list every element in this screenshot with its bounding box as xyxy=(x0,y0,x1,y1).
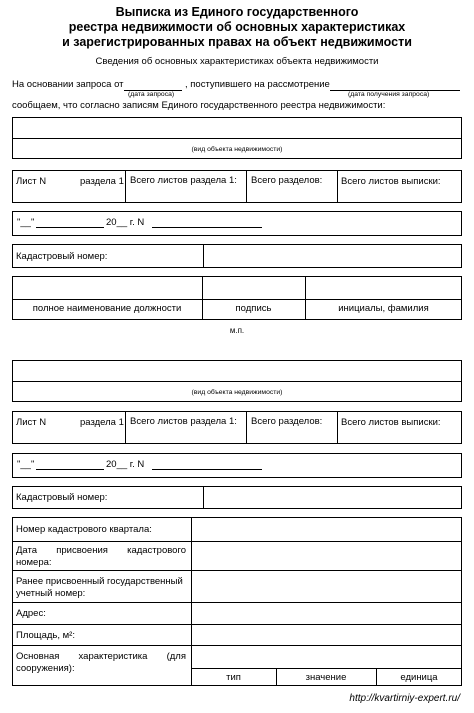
total-extract-sheets-1: Всего листов выписки: xyxy=(341,176,441,187)
stamp-mark: м.п. xyxy=(229,326,245,335)
object-caption-1: (вид объекта недвижимости) xyxy=(191,146,283,153)
document-title xyxy=(0,5,474,50)
cadastral-label-2: Кадастровый номер: xyxy=(16,492,108,503)
section-label-1: раздела 1 xyxy=(80,176,124,187)
document-subtitle: Сведения об основных характеристиках объекта недвижимости xyxy=(95,56,379,67)
address-label: Адрес: xyxy=(16,608,46,619)
cadastral-label-1: Кадастровый номер: xyxy=(16,251,108,262)
date-year-number-1: 20__ г. N xyxy=(106,217,145,228)
receipt-date-caption: (дата получения запроса) xyxy=(348,91,430,98)
request-date-caption: (дата запроса) xyxy=(128,91,175,98)
total-sections-2: Всего разделов: xyxy=(251,416,323,427)
prev-number-label-2: учетный номер: xyxy=(16,588,86,599)
date-row-2 xyxy=(12,453,462,478)
total-sheets-section-2: Всего листов раздела 1: xyxy=(130,416,237,427)
intro-received: , поступившего на рассмотрение xyxy=(185,79,330,90)
source-url-link[interactable]: http://kvartirniy-expert.ru/ xyxy=(349,693,460,704)
prev-number-label-1: Ранее присвоенный государственный xyxy=(16,576,183,587)
position-caption: полное наименование должности xyxy=(32,303,182,314)
signature-caption: подпись xyxy=(235,303,272,314)
date-day-2: "__" xyxy=(17,459,35,470)
title-line-3: и зарегистрированных правах на объект недвижимости xyxy=(62,35,412,49)
col-unit: единица xyxy=(400,672,438,683)
total-extract-sheets-2: Всего листов выписки: xyxy=(341,417,441,428)
main-char-label-1: Основная характеристика (для xyxy=(16,651,186,662)
total-sheets-section-1: Всего листов раздела 1: xyxy=(130,175,237,186)
col-type: тип xyxy=(226,672,241,683)
object-caption-2: (вид объекта недвижимости) xyxy=(191,389,283,396)
date-day-1: "__" xyxy=(17,217,35,228)
total-sections-1: Всего разделов: xyxy=(251,175,323,186)
date-year-number-2: 20__ г. N xyxy=(106,459,145,470)
date-row-1 xyxy=(12,211,462,236)
assign-date-label-1: Дата присвоения кадастрового xyxy=(16,545,186,556)
assign-date-label-2: номера: xyxy=(16,557,52,568)
sheet-label-1: Лист N xyxy=(16,176,47,187)
title-line-1: Выписка из Единого государственного xyxy=(115,5,359,19)
section-label-2: раздела 1 xyxy=(80,417,124,428)
quarter-label: Номер кадастрового квартала: xyxy=(16,524,152,535)
col-value: значение xyxy=(305,672,347,683)
initials-caption: инициалы, фамилия xyxy=(338,303,429,314)
intro-basis: На основании запроса от xyxy=(12,79,124,90)
area-label: Площадь, м²: xyxy=(16,630,75,641)
intro-report: сообщаем, что согласно записям Единого государственного реестра недвижимости: xyxy=(12,100,386,111)
title-line-2: реестра недвижимости об основных характеристиках xyxy=(68,20,406,34)
sheet-label-2: Лист N xyxy=(16,417,47,428)
main-char-label-2: сооружения): xyxy=(16,663,75,674)
